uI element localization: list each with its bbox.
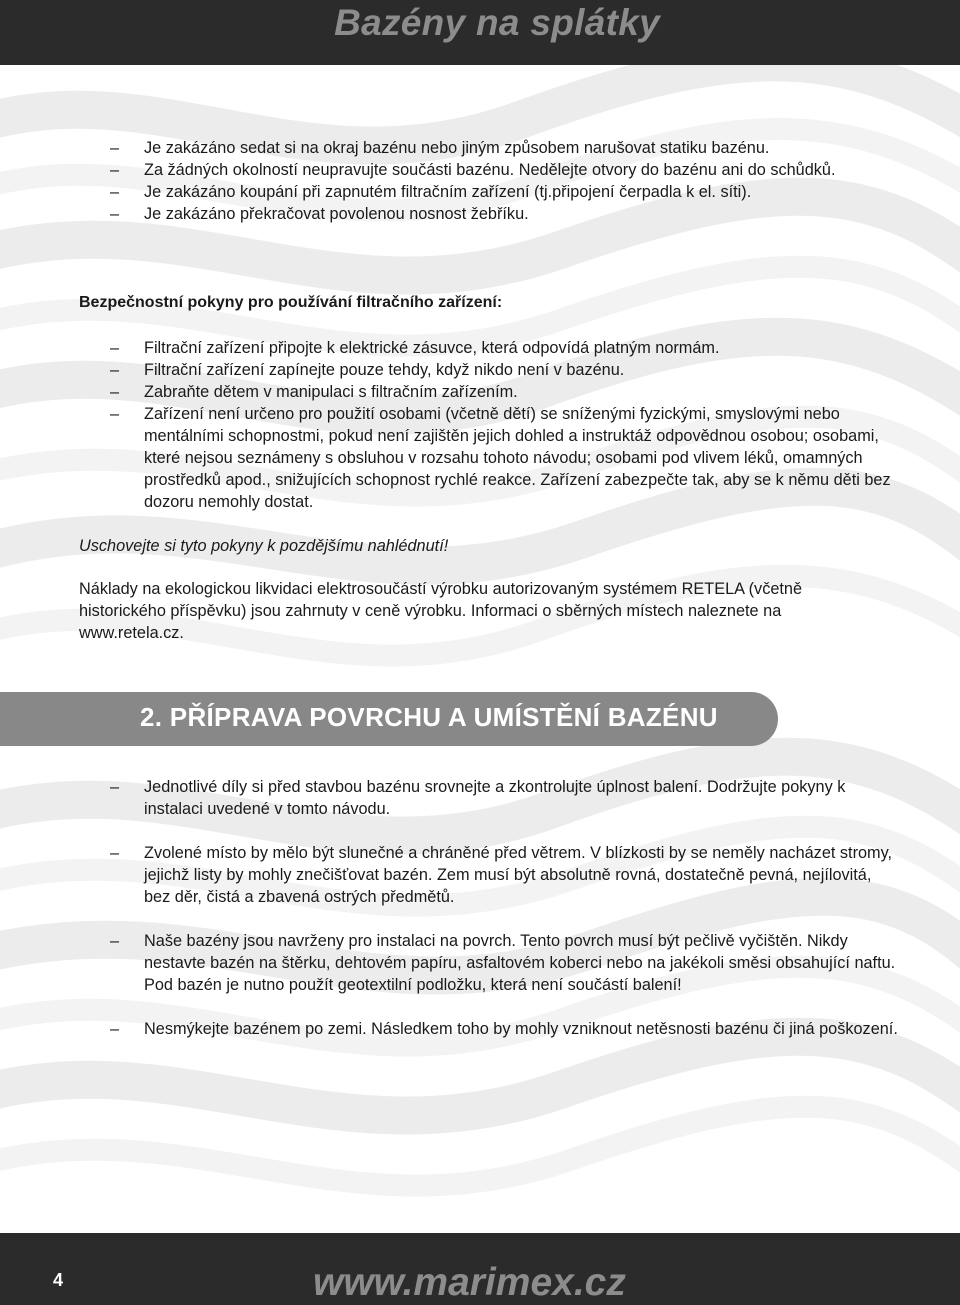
safety-list [110,337,900,513]
dash-bullet: – [110,183,120,201]
header-title: Bazény na splátky [334,2,660,43]
list-item: – Za žádných okolností neupravujte součásti bazénu. Nedělejte otvory do bazénu ani do schůdků. [110,161,836,179]
dash-bullet: – [110,205,120,223]
dash-bullet: – [110,383,120,401]
dash-bullet: – [110,161,120,179]
section-banner [0,692,778,746]
safety-heading: Bezpečnostní pokyny pro používání filtračního zařízení: [79,294,503,311]
dash-bullet: – [110,139,120,157]
section-title: 2. PŘÍPRAVA POVRCHU A UMÍSTĚNÍ BAZÉNU [140,702,718,732]
keep-instructions-note: Uschovejte si tyto pokyny k pozdějšímu nahlédnutí! [79,537,449,555]
dash-bullet: – [110,361,120,379]
top-warning-list [110,137,890,225]
dash-bullet: – [110,339,120,357]
list-item: – Jednotlivé díly si před stavbou bazénu srovnejte a zkontrolujte úplnost balení. Dodržujte pokyny k instalaci uvedené v tomto návodu. [110,778,846,818]
list-item: – Naše bazény jsou navrženy pro instalaci na povrch. Tento povrch musí být pečlivě vyčištěn. Nikdy nestavte bazén na štěrku, dehtovém papíru, asfaltovém koberci nebo na jakékoli směsi obsahující naftu. Pod bazén je nutno použít geotextilní podložku, která není součástí balení! [110,932,896,994]
list-item: – Je zakázáno koupání při zapnutém filtračním zařízení (tj.připojení čerpadla k el. síti). [110,183,752,201]
list-item: – Filtrační zařízení zapínejte pouze tehdy, když nikdo není v bazénu. [110,361,625,379]
footer-url: www.marimex.cz [313,1261,626,1304]
dash-bullet: – [110,932,120,950]
recycling-note: Náklady na ekologickou likvidaci elektrosoučástí výrobku autorizovaným systémem RETELA (včetně historického příspěvku) jsou zahrnuty v ceně výrobku. Informaci o sběrných místech naleznete na www.retela.cz. [79,580,803,642]
list-item: – Nesmýkejte bazénem po zemi. Následkem toho by mohly vzniknout netěsnosti bazénu či jiná poškození. [110,1020,898,1038]
list-item: – Zabraňte dětem v manipulaci s filtračním zařízením. [110,383,518,401]
page-footer [0,1233,960,1305]
dash-bullet: – [110,778,120,796]
list-item: – Zařízení není určeno pro použití osobami (včetně dětí) se sníženými fyzickými, smyslovými nebo mentálními schopnostmi, pokud není zajištěn jejich dohled a instruktáž odpovědnou osobou; osobami, které nejsou seznámeny s obsluhou v rozsahu tohoto návodu; osobami pod vlivem léků, omamných prostředků apod., snižujících schopnost rychlé reakce. Zařízení zabezpečte tak, aby se k němu děti bez dozoru nemohly dostat. [110,405,891,511]
dash-bullet: – [110,405,120,423]
list-item: – Zvolené místo by mělo být slunečné a chráněné před větrem. V blízkosti by se neměly nacházet stromy, jejichž listy by mohly znečišťovat bazén. Zem musí být absolutně rovná, dostatečně pevná, nejílovitá, bez děr, čistá a zbavená ostrých předmětů. [110,844,893,906]
page-header [0,0,960,65]
list-item: – Je zakázáno překračovat povolenou nosnost žebříku. [110,205,529,223]
dash-bullet: – [110,844,120,862]
list-item: – Je zakázáno sedat si na okraj bazénu nebo jiným způsobem narušovat statiku bazénu. [110,139,770,157]
preparation-list [110,776,900,1040]
list-item: – Filtrační zařízení připojte k elektrické zásuvce, která odpovídá platným normám. [110,339,720,357]
dash-bullet: – [110,1020,120,1038]
page-number: 4 [53,1270,64,1290]
